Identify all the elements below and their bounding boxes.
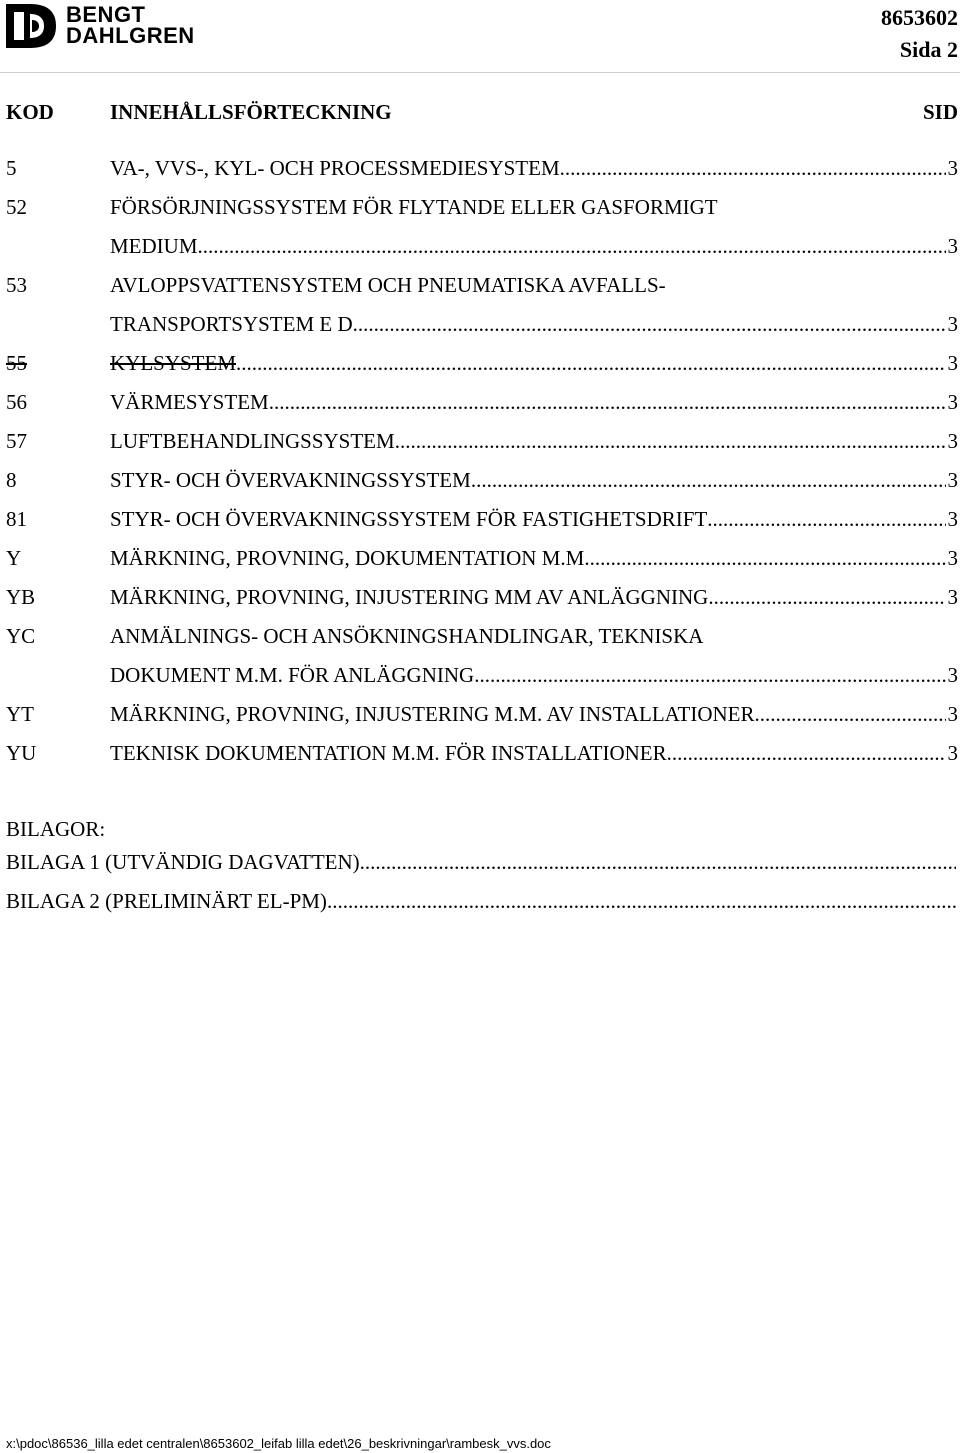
- toc-code: YB: [6, 585, 36, 609]
- dot-leader: [667, 734, 946, 773]
- toc-title: ANMÄLNINGS- OCH ANSÖKNINGSHANDLINGAR, TEKNISKA: [110, 624, 704, 648]
- toc-page-number: 3: [947, 741, 958, 765]
- toc-code: Y: [6, 546, 22, 570]
- dot-leader: [754, 695, 945, 734]
- toc-entry[interactable]: [0, 695, 960, 734]
- toc-code: YT: [6, 702, 34, 726]
- toc-entry[interactable]: [0, 422, 960, 461]
- toc-page-number: 3: [947, 468, 958, 492]
- toc-title: MEDIUM: [110, 234, 198, 258]
- toc-code: YC: [6, 624, 36, 648]
- dot-leader: [590, 539, 946, 578]
- logo-line-1: BENGT: [66, 2, 146, 27]
- page-number: Sida 2: [899, 37, 958, 62]
- toc-page-number: 3: [947, 234, 958, 258]
- toc-header: [0, 100, 960, 130]
- toc-entry[interactable]: [0, 461, 960, 500]
- toc-text-wrap: [110, 266, 960, 305]
- bilagor-heading: BILAGOR:: [6, 817, 106, 841]
- toc-title: MÄRKNING, PROVNING, INJUSTERING M.M. AV INSTALLATIONER: [110, 702, 755, 726]
- dot-leader: [471, 461, 946, 500]
- toc-title: LUFTBEHANDLINGSSYSTEM: [110, 429, 395, 453]
- toc-title: KYLSYSTEM: [110, 351, 237, 375]
- toc-text-wrap: [110, 578, 960, 617]
- toc-text-wrap: [110, 149, 960, 188]
- toc-code: 53: [6, 273, 27, 297]
- document-number: 8653602: [881, 5, 958, 30]
- toc-title: MÄRKNING, PROVNING, INJUSTERING MM AV ANLÄGGNING: [110, 585, 709, 609]
- toc-code: 81: [6, 507, 27, 531]
- toc-title: MÄRKNING, PROVNING, DOKUMENTATION M.M.: [110, 546, 590, 570]
- toc-code: 5: [6, 156, 17, 180]
- dot-leader: [360, 850, 956, 875]
- header-divider: [0, 72, 960, 73]
- col-page-heading: SID: [922, 100, 958, 124]
- toc-text-wrap: [110, 539, 960, 578]
- logo-line-2: DAHLGREN: [66, 23, 195, 48]
- company-logo: [4, 2, 195, 50]
- toc-entry[interactable]: [0, 266, 960, 305]
- toc-entry[interactable]: [0, 149, 960, 188]
- toc-entry[interactable]: [0, 656, 960, 695]
- toc-page-number: 3: [947, 390, 958, 414]
- toc-code: YU: [6, 741, 37, 765]
- toc-page-number: 3: [947, 156, 958, 180]
- dot-leader: [236, 344, 945, 383]
- toc-title: VA-, VVS-, KYL- OCH PROCESSMEDIESYSTEM: [110, 156, 560, 180]
- logo-text: [66, 2, 195, 48]
- file-path-footer: x:\pdoc\86536_lilla edet centralen\8653602_leifab lilla edet\26_beskrivningar\rambesk_vvs.doc: [6, 1436, 551, 1451]
- dot-leader: [353, 305, 946, 344]
- header-info: [881, 2, 958, 66]
- dot-leader: [560, 149, 946, 188]
- toc-code: 55: [6, 351, 27, 375]
- toc-text-wrap: [110, 461, 960, 500]
- toc-title: VÄRMESYSTEM: [110, 390, 269, 414]
- toc-page-number: 3: [947, 663, 958, 687]
- dot-leader: [395, 422, 946, 461]
- toc-text-wrap: [110, 617, 960, 656]
- toc-entry[interactable]: [0, 539, 960, 578]
- bengt-dahlgren-logo-icon: [4, 2, 60, 50]
- toc-text-wrap: [110, 656, 960, 695]
- toc-title: DOKUMENT M.M. FÖR ANLÄGGNING: [110, 663, 475, 687]
- dot-leader: [198, 227, 946, 266]
- toc-entry[interactable]: [0, 305, 960, 344]
- toc-title: TEKNISK DOKUMENTATION M.M. FÖR INSTALLATIONER: [110, 741, 667, 765]
- toc-entry[interactable]: [0, 344, 960, 383]
- toc-entry[interactable]: [0, 734, 960, 773]
- bilaga-title: BILAGA 1 (UTVÄNDIG DAGVATTEN): [6, 850, 360, 874]
- toc-text-wrap: [110, 305, 960, 344]
- toc-title: STYR- OCH ÖVERVAKNINGSSYSTEM FÖR FASTIGHETSDRIFT: [110, 507, 708, 531]
- toc-title: AVLOPPSVATTENSYSTEM OCH PNEUMATISKA AVFALLS-: [110, 273, 666, 297]
- toc-title: TRANSPORTSYSTEM E D: [110, 312, 353, 336]
- toc-page-number: 3: [947, 702, 958, 726]
- toc-page-number: 3: [947, 312, 958, 336]
- toc-page-number: 3: [947, 507, 958, 531]
- toc-text-wrap: [110, 500, 960, 539]
- toc-text-wrap: [110, 734, 960, 773]
- toc-page-number: 3: [947, 546, 958, 570]
- toc-page-number: 3: [947, 429, 958, 453]
- toc-page-number: 3: [947, 351, 958, 375]
- toc-code: 8: [6, 468, 17, 492]
- toc-entry[interactable]: [0, 578, 960, 617]
- bilaga-entry[interactable]: [6, 850, 956, 875]
- toc-title: STYR- OCH ÖVERVAKNINGSSYSTEM: [110, 468, 471, 492]
- toc-code: 52: [6, 195, 27, 219]
- toc-text-wrap: [110, 188, 960, 227]
- dot-leader: [327, 889, 956, 914]
- toc-entry[interactable]: [0, 383, 960, 422]
- toc-text-wrap: [110, 344, 960, 383]
- bilaga-title: BILAGA 2 (PRELIMINÄRT EL-PM): [6, 889, 327, 913]
- toc-code: 57: [6, 429, 27, 453]
- toc-entry[interactable]: [0, 617, 960, 656]
- toc-title: FÖRSÖRJNINGSSYSTEM FÖR FLYTANDE ELLER GASFORMIGT: [110, 195, 718, 219]
- toc-entry[interactable]: [0, 500, 960, 539]
- dot-leader: [269, 383, 946, 422]
- dot-leader: [707, 500, 945, 539]
- toc-text-wrap: [110, 383, 960, 422]
- toc-text-wrap: [110, 422, 960, 461]
- toc-page-number: 3: [947, 585, 958, 609]
- toc-entry[interactable]: [0, 188, 960, 227]
- toc-entry[interactable]: [0, 227, 960, 266]
- dot-leader: [708, 578, 945, 617]
- bilaga-entry[interactable]: [6, 889, 956, 914]
- toc-text-wrap: [110, 227, 960, 266]
- col-code-heading: KOD: [6, 100, 54, 124]
- dot-leader: [474, 656, 945, 695]
- toc-code: 56: [6, 390, 27, 414]
- toc-text-wrap: [110, 695, 960, 734]
- col-title-heading: INNEHÅLLSFÖRTECKNING: [110, 100, 392, 124]
- table-of-contents: [0, 149, 960, 773]
